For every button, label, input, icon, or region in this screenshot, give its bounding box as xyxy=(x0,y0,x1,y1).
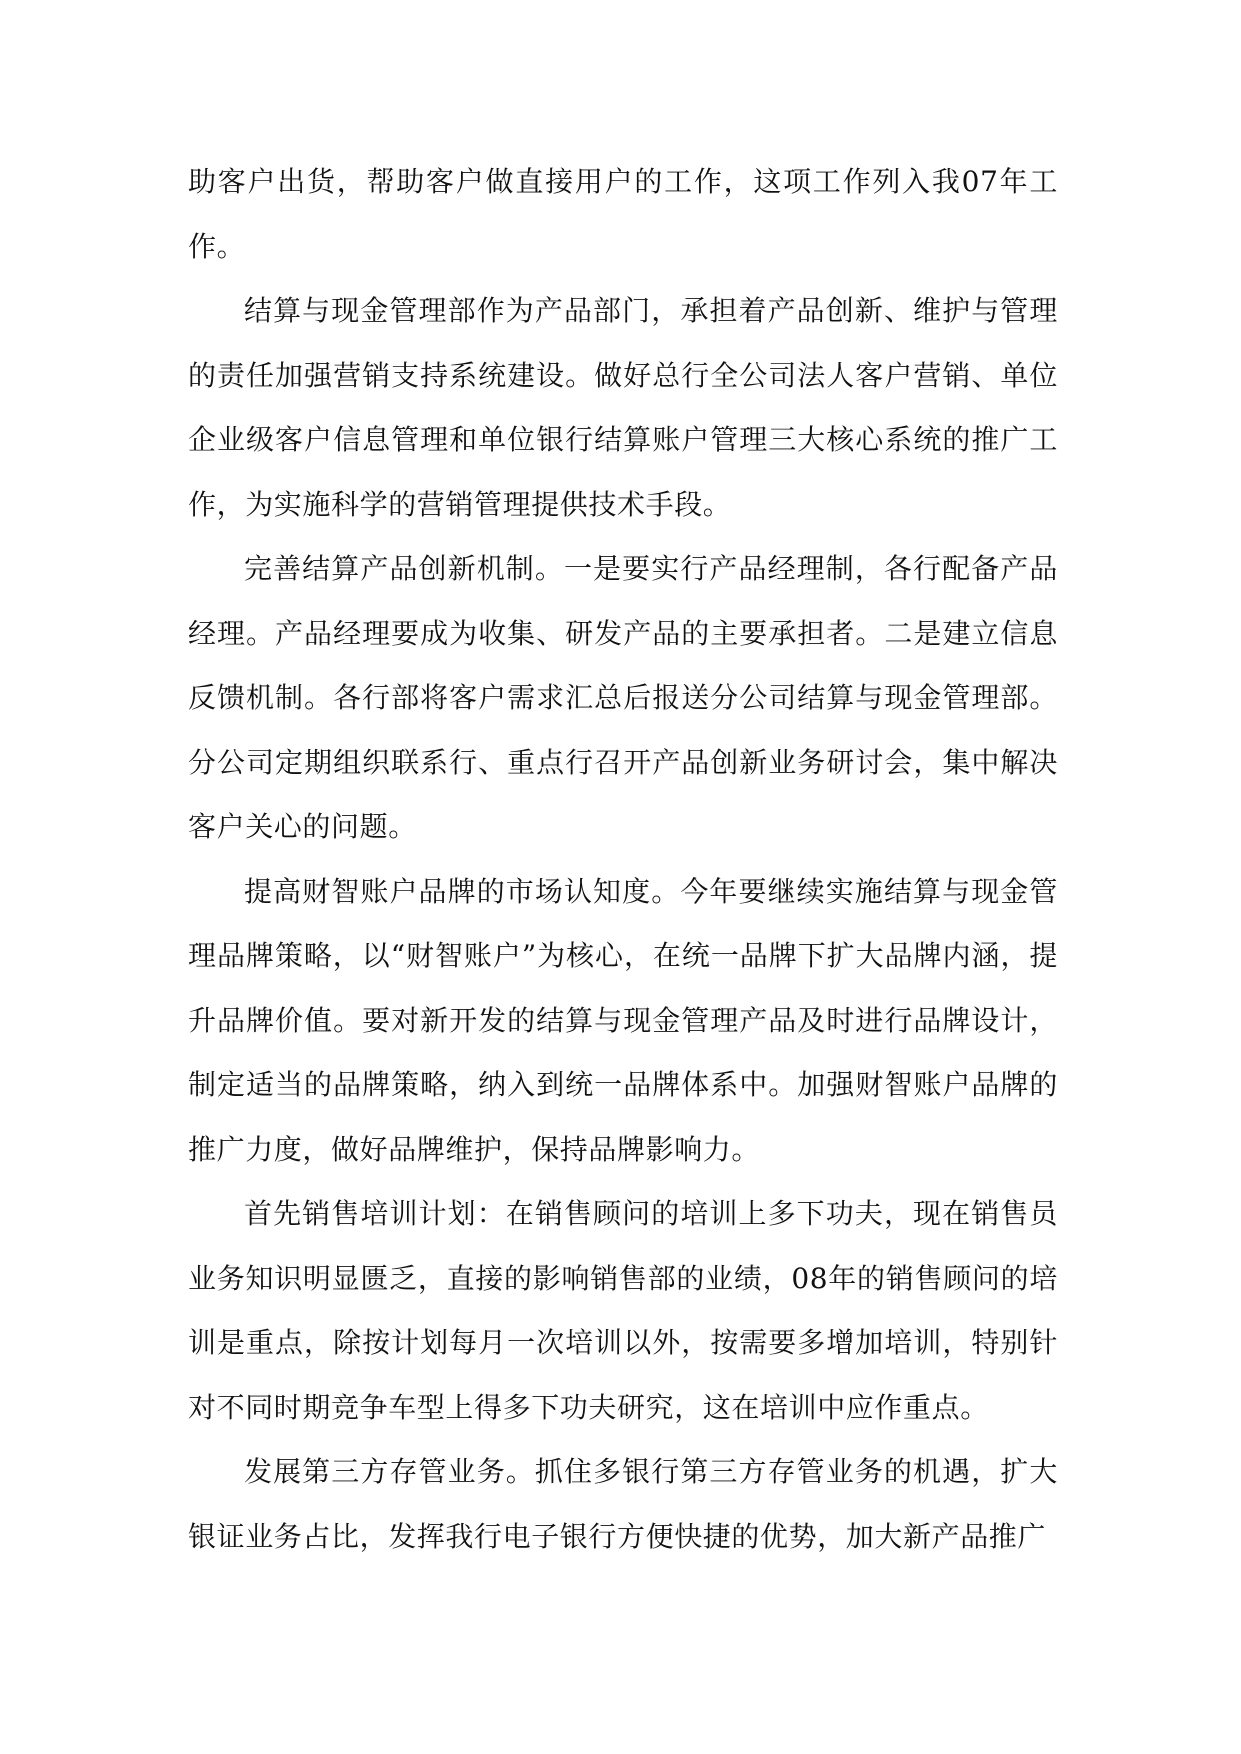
paragraph: 结算与现金管理部作为产品部门，承担着产品创新、维护与管理的责任加强营销支持系统建设。做好总行全公司法人客户营销、单位企业级客户信息管理和单位银行结算账户管理三大核心系统的推广工作，为实施科学的营销管理提供技术手段。 xyxy=(188,294,1058,521)
paragraph: 助客户出货，帮助客户做直接用户的工作，这项工作列入我07年工作。 xyxy=(188,165,1058,263)
paragraph: 提高财智账户品牌的市场认知度。今年要继续实施结算与现金管理品牌策略，以“财智账户”为核心，在统一品牌下扩大品牌内涵，提升品牌价值。要对新开发的结算与现金管理产品及时进行品牌设计，制定适当的品牌策略，纳入到统一品牌体系中。加强财智账户品牌的推广力度，做好品牌维护，保持品牌影响力。 xyxy=(188,874,1058,1166)
paragraph: 首先销售培训计划：在销售顾问的培训上多下功夫，现在销售员业务知识明显匮乏，直接的影响销售部的业绩，08年的销售顾问的培训是重点，除按计划每月一次培训以外，按需要多增加培训，特别针对不同时期竞争车型上得多下功夫研究，这在培训中应作重点。 xyxy=(188,1197,1058,1424)
paragraph: 完善结算产品创新机制。一是要实行产品经理制，各行配备产品经理。产品经理要成为收集、研发产品的主要承担者。二是建立信息反馈机制。各行部将客户需求汇总后报送分公司结算与现金管理部。分公司定期组织联系行、重点行召开产品创新业务研讨会，集中解决客户关心的问题。 xyxy=(188,552,1058,843)
paragraph: 发展第三方存管业务。抓住多银行第三方存管业务的机遇，扩大银证业务占比，发挥我行电子银行方便快捷的优势，加大新产品推广 xyxy=(188,1455,1058,1553)
document-body xyxy=(188,150,1058,1569)
